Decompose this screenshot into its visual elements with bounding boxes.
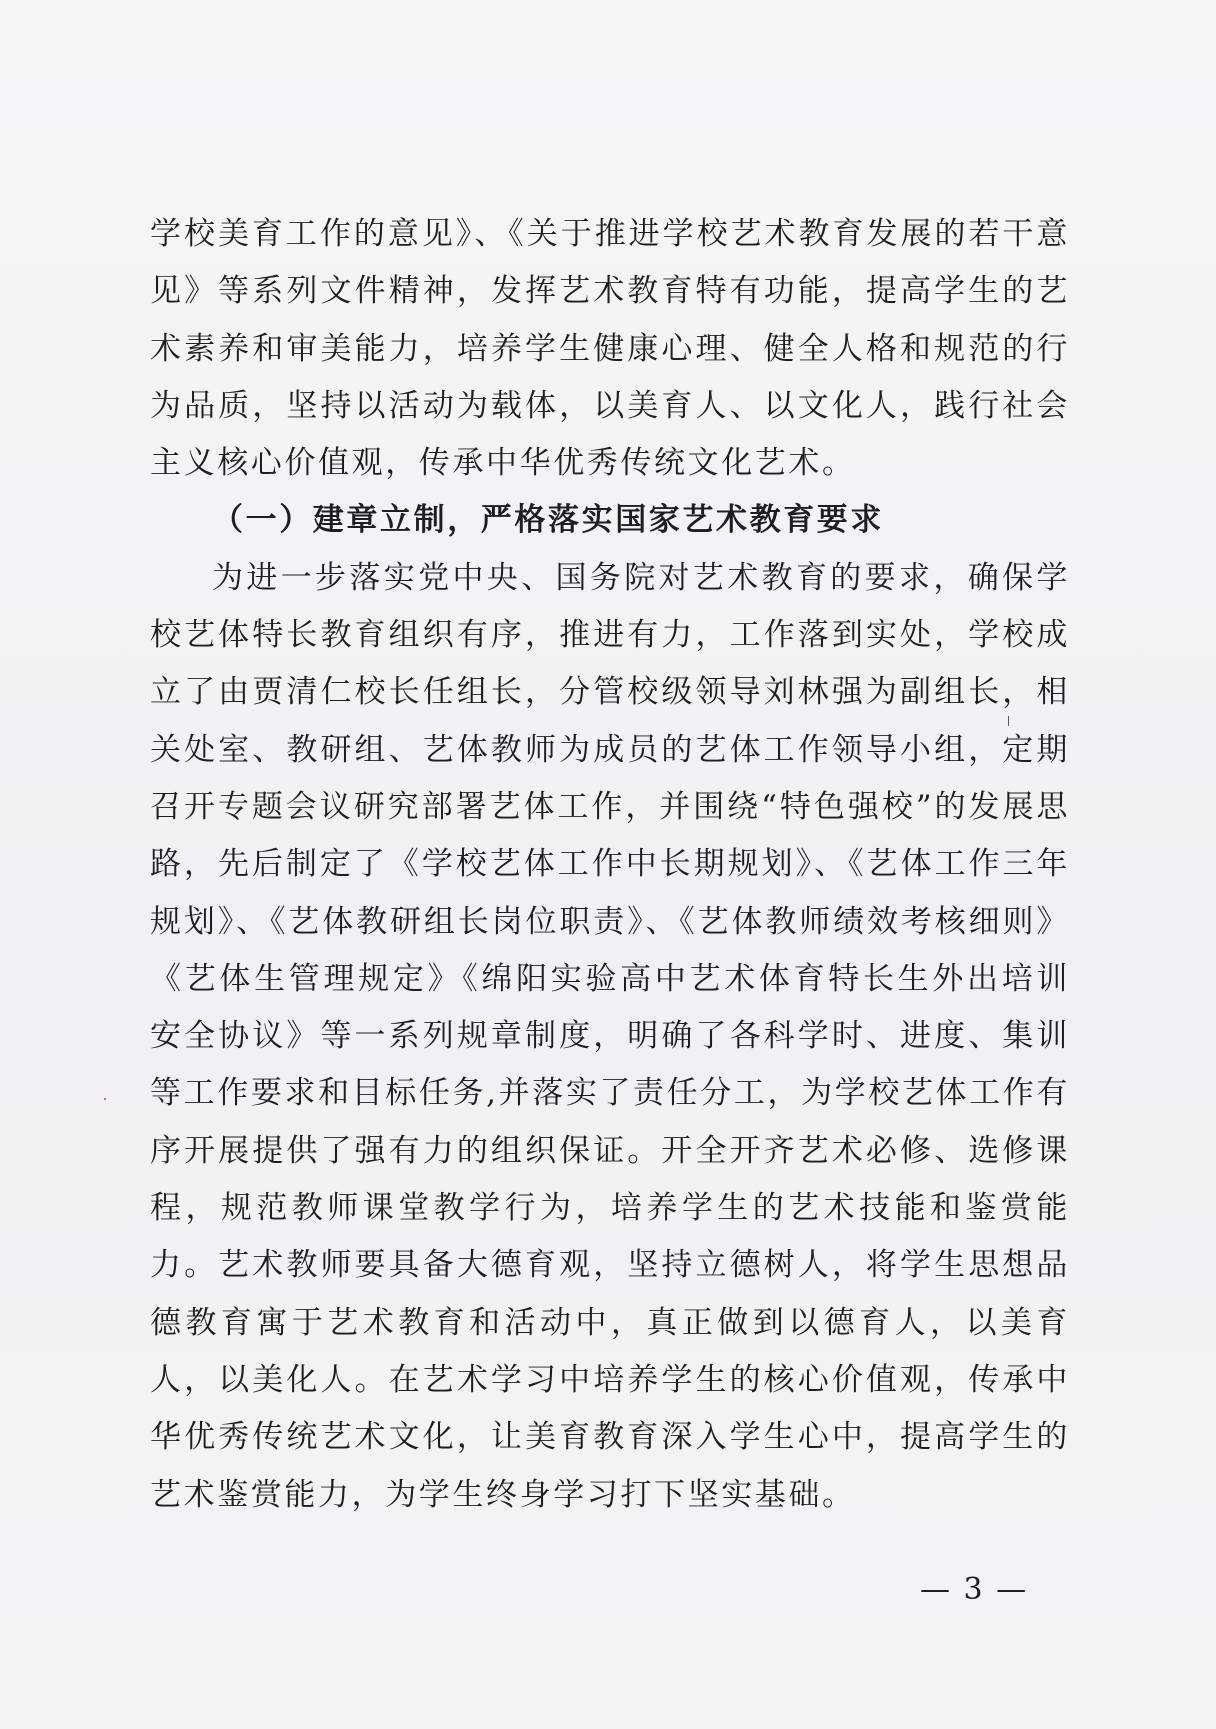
scan-mark (1008, 716, 1009, 726)
section-heading: （一）建章立制，严格落实国家艺术教育要求 (212, 502, 884, 539)
scan-speck (104, 1098, 106, 1100)
paragraph-section-body: 为进一步落实党中央、国务院对艺术教育的要求，确保学校艺体特长教育组织有序，推进有力，工作落到实处，学校成立了由贾清仁校长任组长，分管校级领导刘林强为副组长，相关处室、教研组、艺体教师为成员的艺体工作领导小组，定期召开专题会议研究部署艺体工作，并围绕“特色强校”的发展思路，先后制定了《学校艺体工作中长期规划》、《艺体工作三年规划》、《艺体教研组长岗位职责》、《艺体教师绩效考核细则》《艺体生管理规定》《绵阳实验高中艺术体育特长生外出培训安全协议》等一系列规章制度，明确了各科学时、进度、集训等工作要求和目标任务,并落实了责任分工，为学校艺体工作有序开展提供了强有力的组织保证。开全开齐艺术必修、选修课程，规范教师课堂教学行为，培养学生的艺术技能和鉴赏能力。艺术教师要具备大德育观，坚持立德树人，将学生思想品德教育寓于艺术教育和活动中，真正做到以德育人，以美育人，以美化人。在艺术学习中培养学生的核心价值观，传承中华优秀传统艺术文化，让美育教育深入学生心中，提高学生的艺术鉴赏能力，为学生终身学习打下坚实基础。 (150, 559, 1070, 1513)
paragraph-intro-continuation: 学校美育工作的意见》、《关于推进学校艺术教育发展的若干意见》等系列文件精神，发挥艺术教育特有功能，提高学生的艺术素养和审美能力，培养学生健康心理、健全人格和规范的行为品质，坚持以活动为载体，以美育人、以文化人，践行社会主义核心价值观，传承中华优秀传统文化艺术。 (150, 216, 1070, 482)
page-number: — 3 — (920, 1572, 1029, 1607)
document-body (150, 206, 1070, 1524)
